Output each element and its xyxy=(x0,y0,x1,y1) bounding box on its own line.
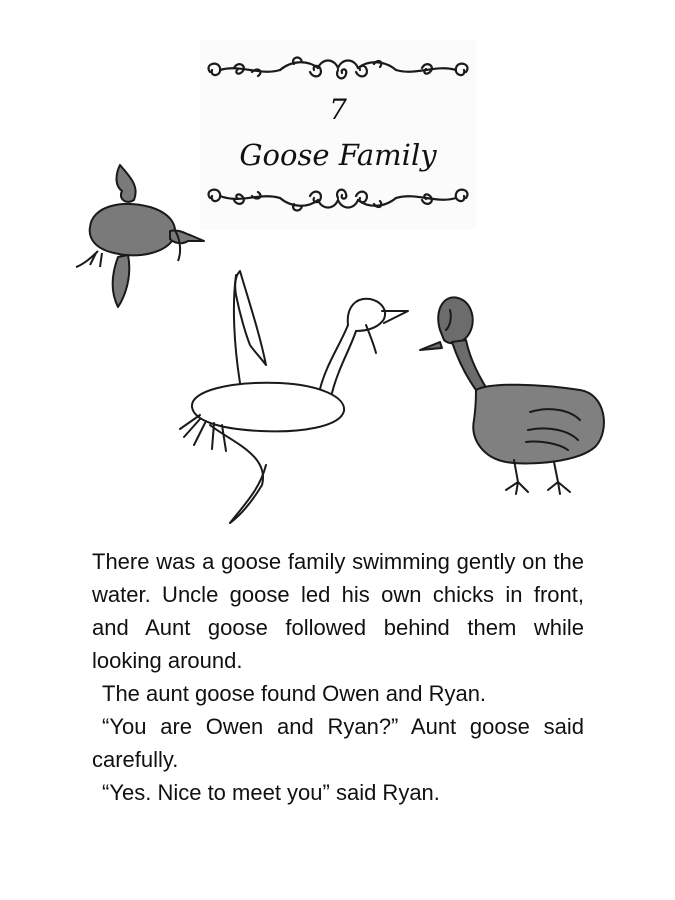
story-paragraph: “You are Owen and Ryan?” Aunt goose said carefully. xyxy=(92,714,584,772)
white-goose-drawing xyxy=(170,265,420,530)
story-paragraph: “Yes. Nice to meet you” said Ryan. xyxy=(102,780,440,805)
story-paragraph: There was a goose family swimming gently on the water. Uncle goose led his own chicks in front, and Aunt goose followed behind them while looking around. xyxy=(92,549,584,673)
chapter-number: 7 xyxy=(329,93,347,126)
top-flourish-ornament xyxy=(200,50,476,90)
story-paragraph: The aunt goose found Owen and Ryan. xyxy=(102,681,487,706)
gray-goose-drawing xyxy=(410,290,610,500)
story-text xyxy=(92,545,584,809)
chapter-title: Goose Family xyxy=(239,138,437,172)
bottom-flourish-ornament xyxy=(200,178,476,218)
